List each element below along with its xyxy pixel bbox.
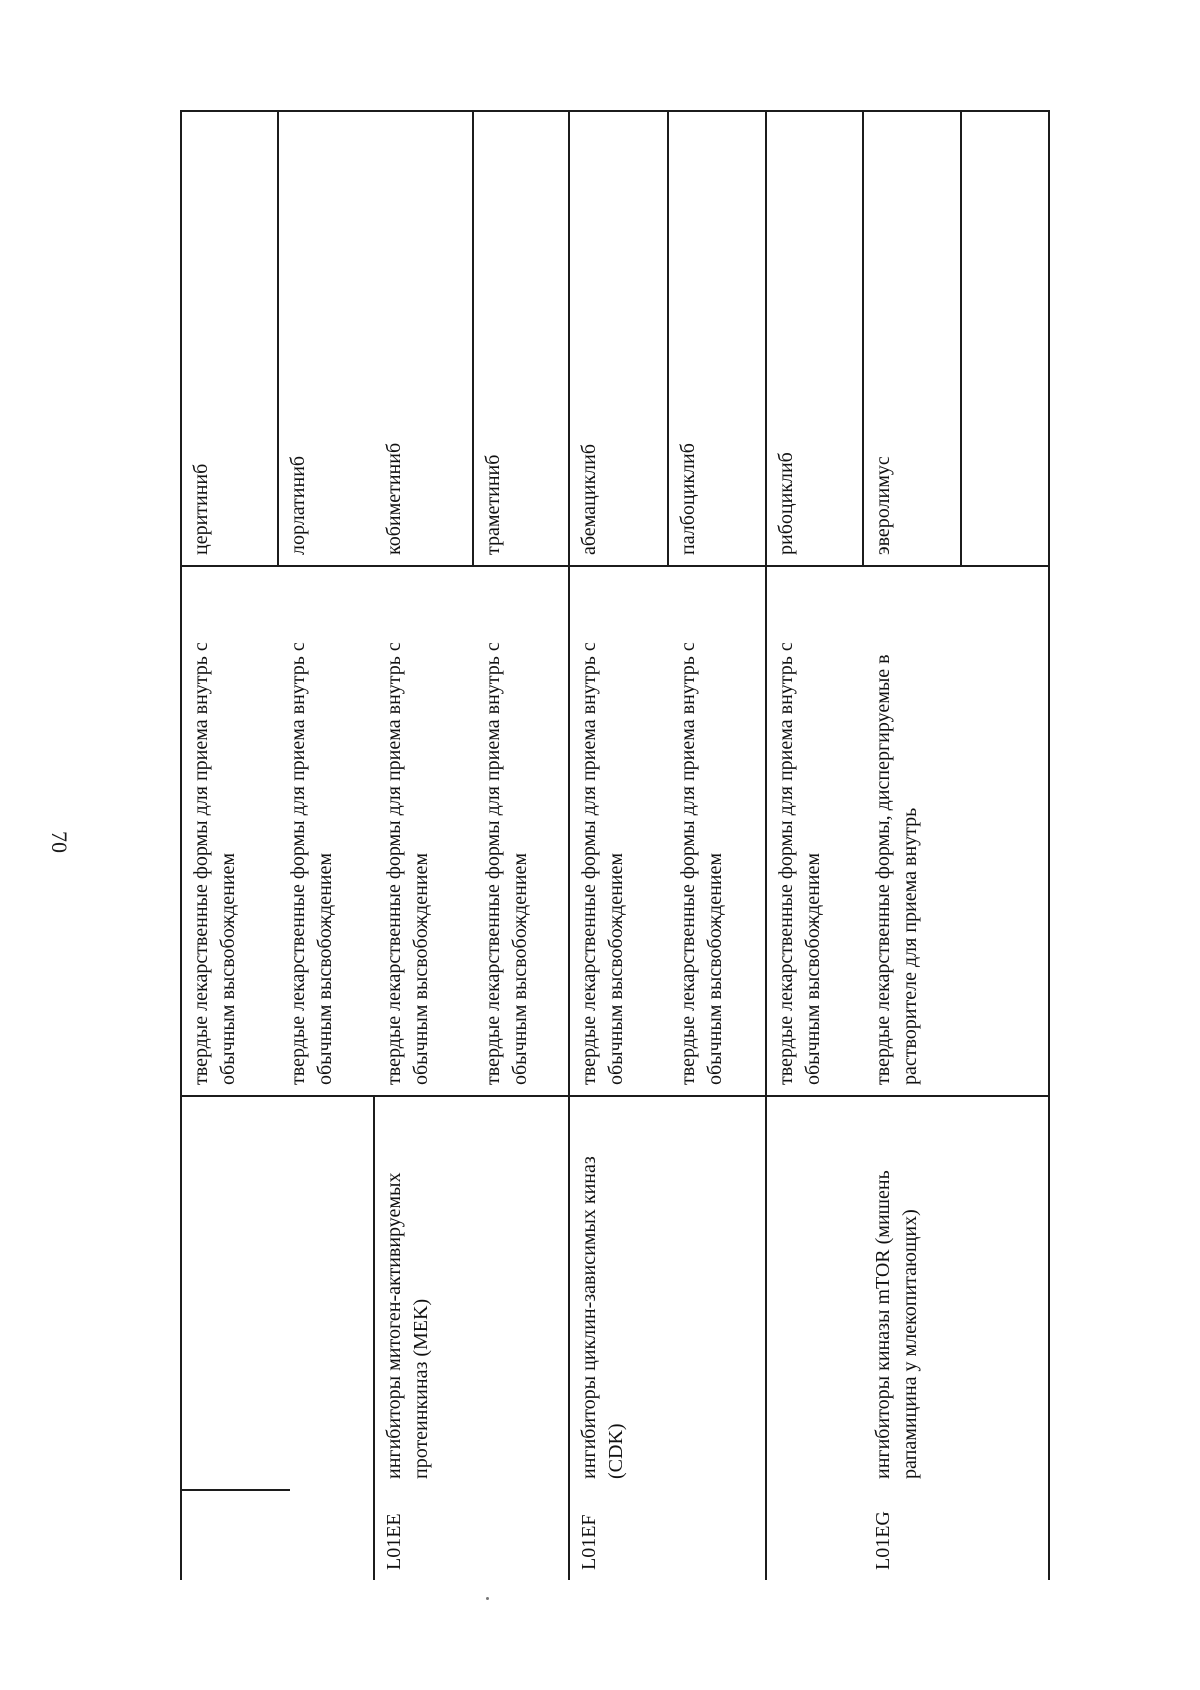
drug-name-cell: траметиниб	[482, 454, 504, 555]
drug-name-cell: эверолимус	[872, 456, 894, 555]
dosage-form-cell: твердые лекарственные формы, диспергируемые в растворителе для приема внутрь	[872, 654, 921, 1085]
drug-group-cell: ингибиторы циклин-зависимых киназ (CDK)	[578, 1156, 627, 1479]
scan-speck	[486, 1597, 489, 1600]
rotated-table	[180, 110, 1050, 1580]
drug-name-cell: рибоциклиб	[775, 452, 797, 555]
drug-group-cell: ингибиторы митоген-активируемых протеинкиназ (MEK)	[383, 1172, 432, 1479]
atc-code-cell: L01EG	[872, 1511, 894, 1570]
drug-name-cell: палбоциклиб	[677, 443, 699, 555]
drug-name-cell: абемациклиб	[578, 443, 600, 555]
dosage-form-cell: твердые лекарственные формы для приема внутрь с обычным высвобождением	[775, 642, 824, 1085]
table-line	[180, 1489, 290, 1491]
drug-group-cell: ингибиторы киназы mTOR (мишень рапамицина у млекопитающих)	[872, 1170, 921, 1479]
drug-name-cell: кобиметиниб	[383, 442, 405, 555]
drug-name-cell: церитиниб	[190, 463, 212, 555]
dosage-form-cell: твердые лекарственные формы для приема внутрь с обычным высвобождением	[482, 642, 531, 1085]
table-line	[960, 110, 962, 567]
dosage-form-cell: твердые лекарственные формы для приема внутрь с обычным высвобождением	[287, 642, 336, 1085]
dosage-form-cell: твердые лекарственные формы для приема внутрь с обычным высвобождением	[677, 642, 726, 1085]
atc-code-cell: L01EE	[383, 1513, 405, 1570]
dosage-form-cell: твердые лекарственные формы для приема внутрь с обычным высвобождением	[383, 642, 432, 1085]
table-line	[1048, 110, 1050, 1580]
page-number: 70	[47, 831, 72, 853]
atc-code-cell: L01EF	[578, 1514, 600, 1570]
drug-name-cell: лорлатиниб	[287, 455, 309, 555]
dosage-form-cell: твердые лекарственные формы для приема внутрь с обычным высвобождением	[190, 642, 239, 1085]
dosage-form-cell: твердые лекарственные формы для приема внутрь с обычным высвобождением	[578, 642, 627, 1085]
